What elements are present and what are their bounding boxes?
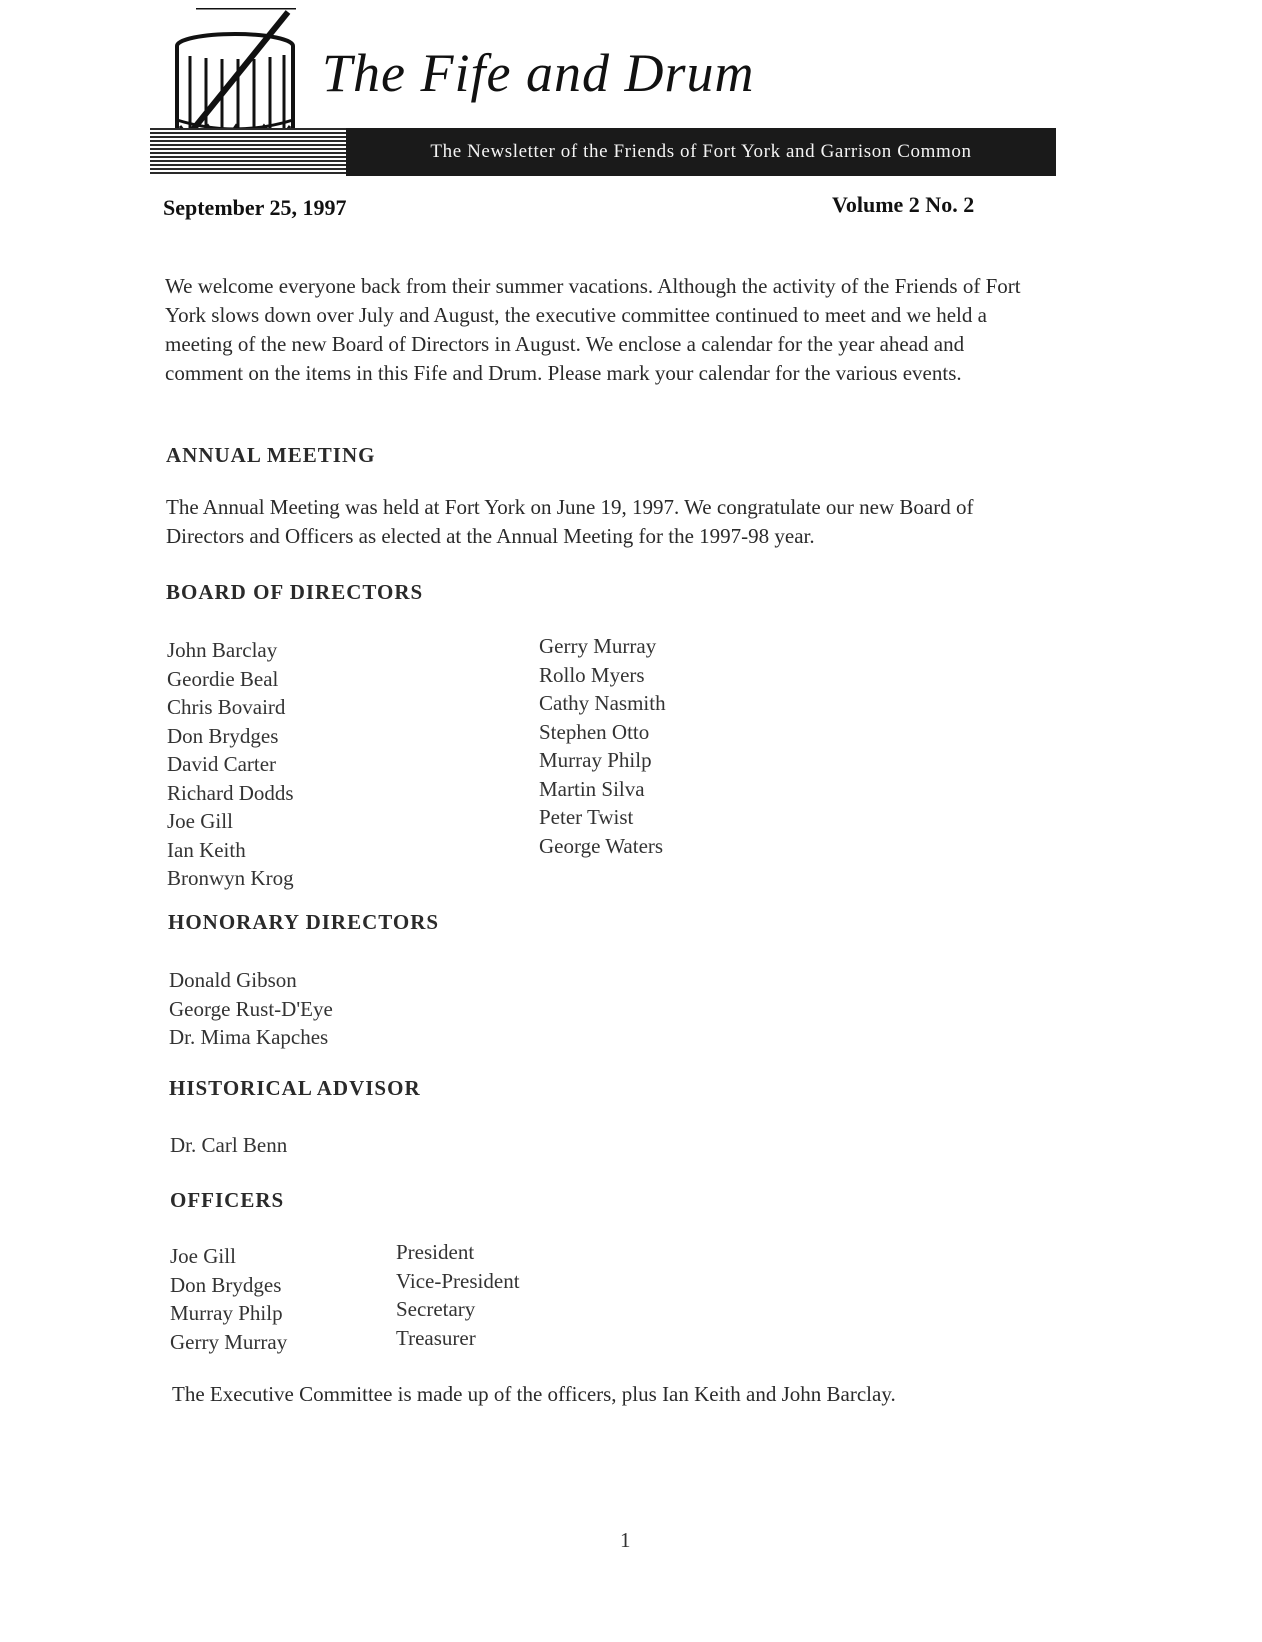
director-name: Murray Philp bbox=[539, 748, 652, 772]
banner-stripes bbox=[150, 128, 348, 176]
officer-role: Vice-President bbox=[396, 1268, 520, 1293]
director-name: Rollo Myers bbox=[539, 662, 645, 687]
subtitle-banner bbox=[150, 128, 1056, 176]
director-name: Ian Keith bbox=[167, 837, 246, 862]
officer-name: Gerry Murray bbox=[170, 1329, 288, 1354]
honorary-list bbox=[169, 966, 333, 1052]
advisor-name: Dr. Carl Benn bbox=[170, 1133, 288, 1157]
officer-name: Don Brydges bbox=[170, 1272, 282, 1297]
officer-role: Treasurer bbox=[396, 1325, 476, 1350]
officer-role: President bbox=[396, 1240, 475, 1264]
officer-roles bbox=[396, 1238, 520, 1352]
officer-names bbox=[170, 1242, 287, 1356]
director-name: Gerry Murray bbox=[539, 634, 657, 658]
board-column-1 bbox=[167, 636, 294, 893]
director-name: Peter Twist bbox=[539, 805, 634, 829]
director-name: Stephen Otto bbox=[539, 719, 650, 744]
director-name: Martin Silva bbox=[539, 776, 645, 801]
executive-committee-note: The Executive Committee is made up of the officers, plus Ian Keith and John Barclay. bbox=[172, 1382, 896, 1406]
officer-name: Murray Philp bbox=[170, 1301, 283, 1325]
issue-date: September 25, 1997 bbox=[163, 195, 347, 220]
officers-heading: OFFICERS bbox=[170, 1188, 285, 1212]
newsletter-subtitle: The Newsletter of the Friends of Fort York and Garrison Common bbox=[346, 128, 1056, 176]
historical-heading: HISTORICAL ADVISOR bbox=[169, 1076, 421, 1100]
director-name: John Barclay bbox=[167, 638, 278, 662]
director-name: Don Brydges bbox=[167, 723, 279, 748]
officer-name: Joe Gill bbox=[170, 1244, 236, 1268]
director-name: David Carter bbox=[167, 752, 277, 776]
honorary-heading: HONORARY DIRECTORS bbox=[168, 910, 440, 934]
director-name: Richard Dodds bbox=[167, 780, 294, 805]
director-name: Chris Bovaird bbox=[167, 695, 286, 719]
director-name: Geordie Beal bbox=[167, 666, 279, 691]
honorary-name: George Rust-D'Eye bbox=[169, 996, 333, 1021]
honorary-name: Donald Gibson bbox=[169, 968, 297, 992]
director-name: Bronwyn Krog bbox=[167, 866, 294, 890]
historical-list bbox=[170, 1131, 287, 1160]
director-name: Joe Gill bbox=[167, 809, 233, 833]
newsletter-title: The Fife and Drum bbox=[322, 43, 755, 103]
officer-role: Secretary bbox=[396, 1297, 476, 1321]
honorary-name: Dr. Mima Kapches bbox=[169, 1025, 329, 1049]
page-number: 1 bbox=[620, 1528, 631, 1552]
board-heading: BOARD OF DIRECTORS bbox=[166, 580, 424, 604]
director-name: Cathy Nasmith bbox=[539, 691, 666, 715]
annual-meeting-text: The Annual Meeting was held at Fort York on June 19, 1997. We congratulate our new Board of Directors and Officers as elected at the Annual Meeting for the 1997-98 year. bbox=[166, 495, 974, 548]
issue-volume: Volume 2 No. 2 bbox=[832, 192, 975, 217]
director-name: George Waters bbox=[539, 833, 664, 858]
intro-paragraph: We welcome everyone back from their summer vacations. Although the activity of the Friends of Fort York slows down over July and August, the executive committee continued to meet and we held a meeting of the new Board of Directors in August. We enclose a calendar for the year ahead and comment on the items in this Fife and Drum. Please mark your calendar for the various events. bbox=[165, 274, 1021, 385]
annual-meeting-heading: ANNUAL MEETING bbox=[166, 443, 376, 467]
board-column-2 bbox=[539, 632, 666, 860]
